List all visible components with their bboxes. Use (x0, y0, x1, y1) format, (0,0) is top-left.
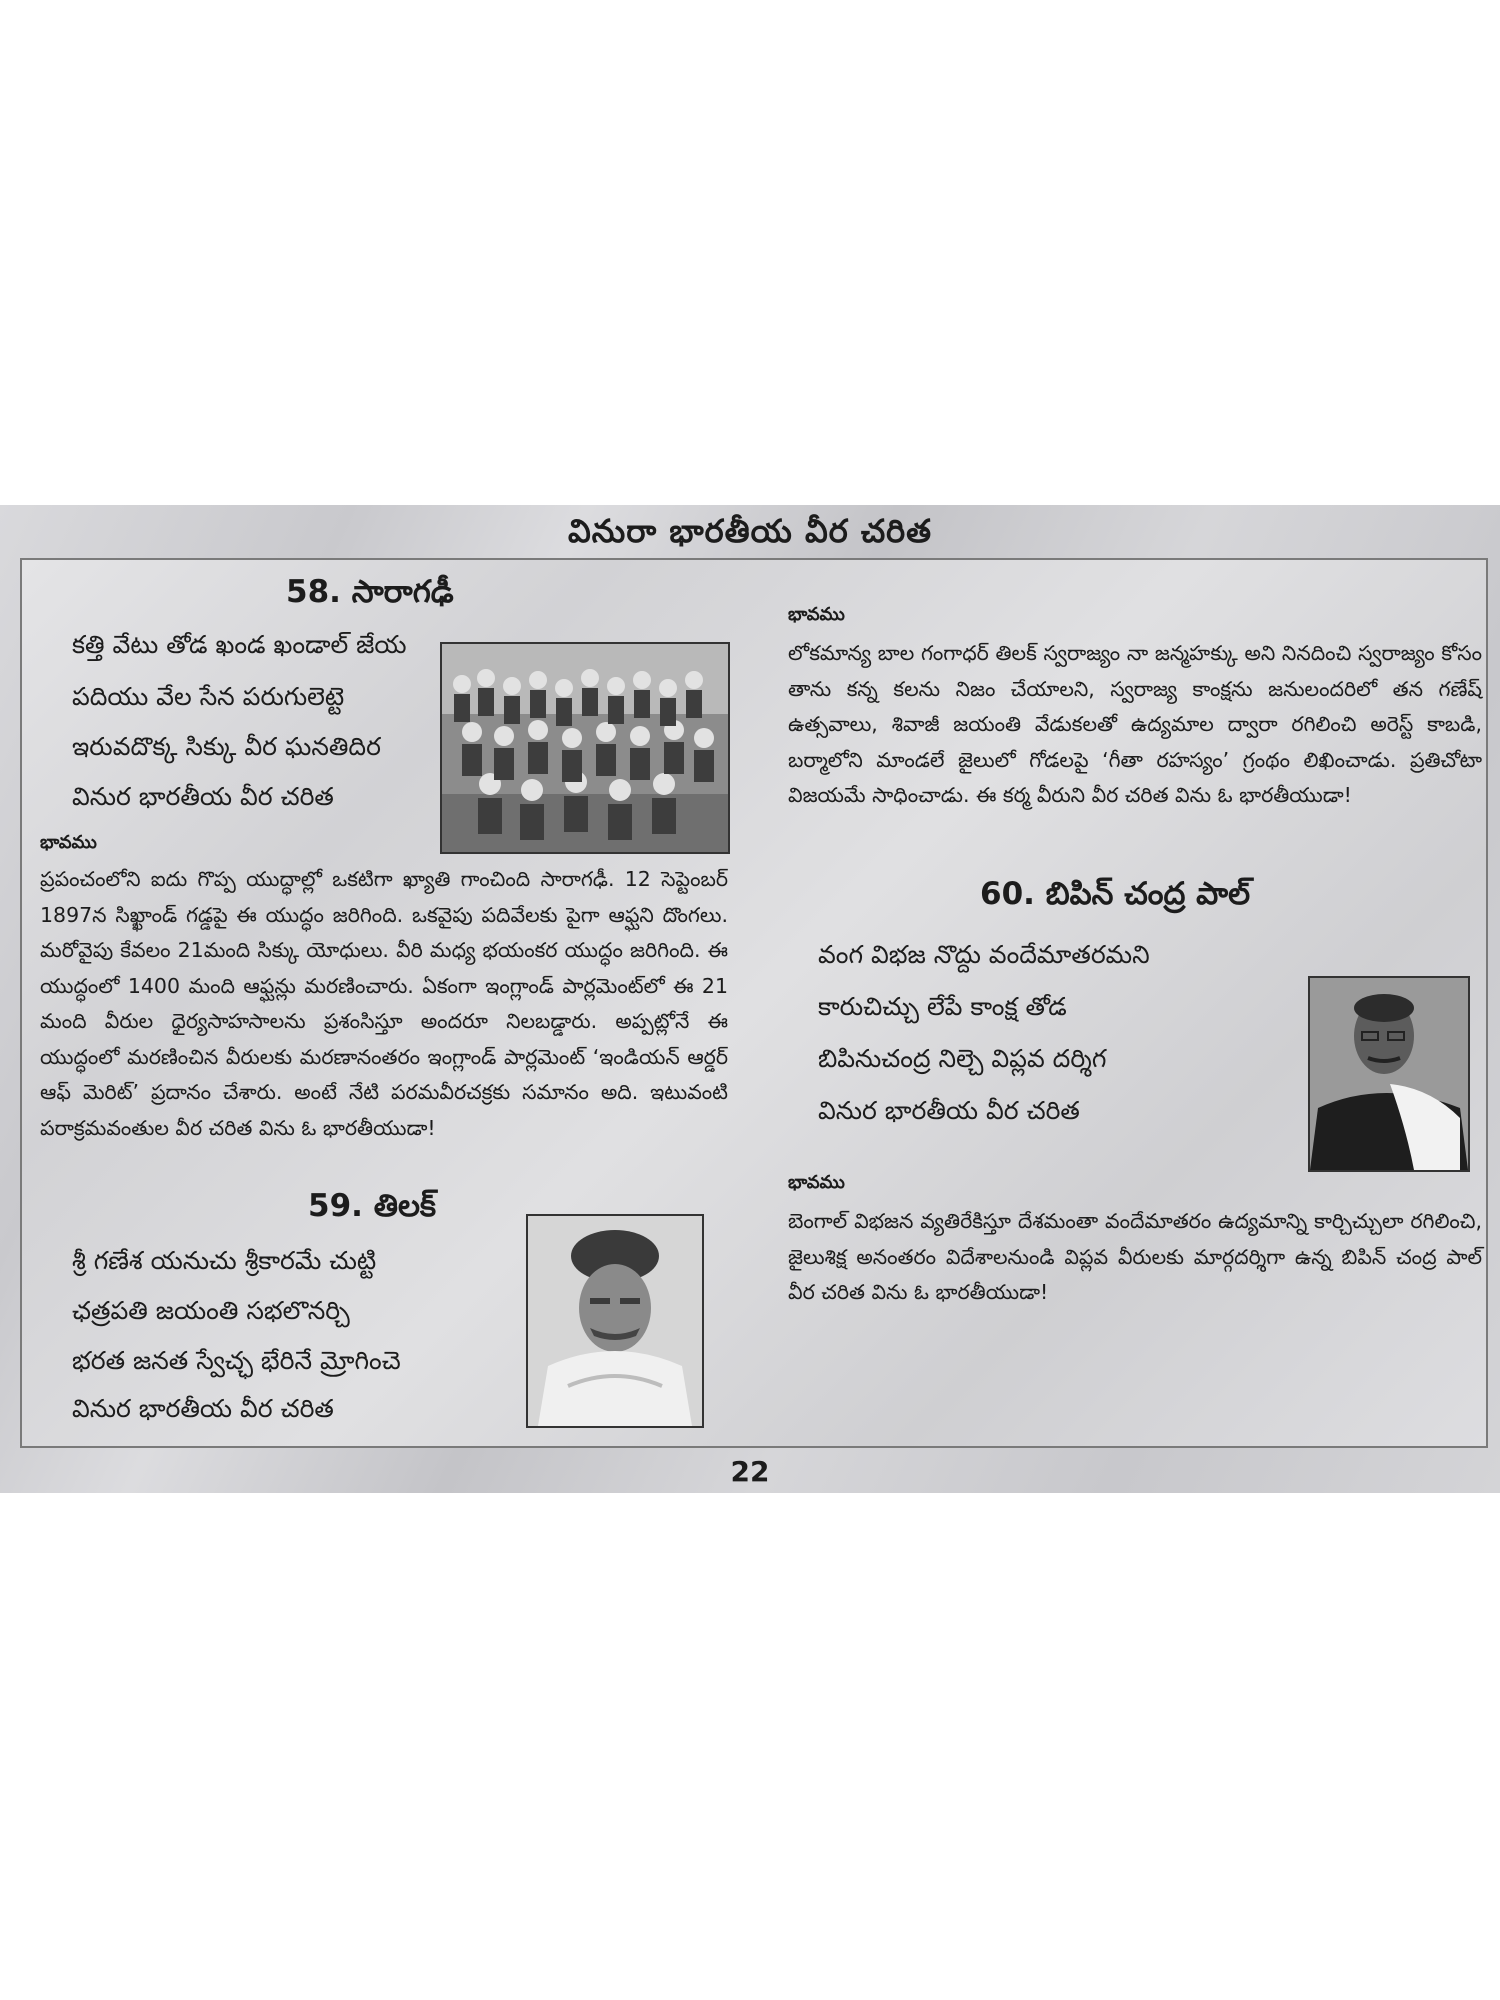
saragarhi-soldiers-photo (440, 642, 730, 854)
section-59-poem-line-4: వినుర భారతీయ వీర చరిత (72, 1394, 334, 1423)
section-58-title: 58. సారాగఢీ (286, 574, 454, 610)
section-60-bhavam-text: బెంగాల్ విభజన వ్యతిరేకిస్తూ దేశమంతా వందేమాతరం ఉద్యమాన్ని కార్చిచ్చులా రగిలించి, జైలుశిక్ష అనంతరం విదేశాలనుండి విప్లవ వీరులకు మార్గదర్శిగా ఉన్న బిపిన్ చంద్ర పాల్ వీర చరిత విను ఓ భారతీయుడా! (788, 1209, 1482, 1304)
section-59-poem-line-1: శ్రీ గణేశ యనుచు శ్రీకారమే చుట్టి (72, 1246, 377, 1275)
section-58-poem-line-2: పదియు వేల సేన పరుగులెట్టె (72, 682, 345, 711)
section-59-poem-line-3: భరత జనత స్వేచ్ఛ భేరినే మ్రోగించె (72, 1346, 401, 1375)
section-59-bhavam-label: భావము (788, 604, 845, 625)
section-60-poem-line-4: వినుర భారతీయ వీర చరిత (818, 1096, 1080, 1125)
section-58-bhavam-label: భావము (40, 832, 97, 853)
section-58-poem-line-1: కత్తి వేటు తోడ ఖండ ఖండాల్ జేయ (72, 630, 407, 659)
section-59-title: 59. తిలక్ (308, 1188, 437, 1224)
section-58-poem-line-4: వినుర భారతీయ వీర చరిత (72, 782, 334, 811)
bipin-chandra-pal-portrait-photo (1308, 976, 1470, 1172)
section-59-bhavam-text: లోకమాన్య బాల గంగాధర్ తిలక్ స్వరాజ్యం నా జన్మహక్కు అని నినదించి స్వరాజ్యం కోసం తాను కన్న కలను నిజం చేయాలని, స్వరాజ్య కాంక్షను జనులందరిలో తన గణేష్ ఉత్సవాలు, శివాజీ జయంతి వేడుకలతో ఉద్యమాల ద్వారా రగిలించి అరెస్ట్ కాబడి, బర్మాలోని మాండలే జైలులో గోడలపై ‘గీతా రహస్యం’ గ్రంథం లిఖించాడు. ప్రతిచోటా విజయమే సాధించాడు. ఈ కర్మ వీరుని వీర చరిత విను ఓ భారతీయుడా! (788, 641, 1482, 807)
page-number: 22 (730, 1455, 770, 1488)
bipin-chandra-pal-portrait-image (1310, 978, 1468, 1170)
section-60-poem-line-1: వంగ విభజ నొద్దు వందేమాతరమని (818, 940, 1150, 969)
section-58-poem-line-3: ఇరువదొక్క సిక్కు వీర ఘనతిదిర (72, 732, 381, 761)
tilak-portrait-photo (526, 1214, 704, 1428)
section-58-bhavam-text: ప్రపంచంలోని ఐదు గొప్ప యుద్ధాల్లో ఒకటిగా ఖ్యాతి గాంచింది సారాగఢీ. 12 సెప్టెంబర్ 1897న సిఖ్ఖాండ్ గడ్డపై ఈ యుద్ధం జరిగింది. ఒకవైపు పదివేలకు పైగా ఆఫ్ఘని దొంగలు. మరోవైపు కేవలం 21మంది సిక్కు యోధులు. వీరి మధ్య భయంకర యుద్ధం జరిగింది. ఈ యుద్ధంలో 1400 మంది ఆఫ్ఘన్లు మరణించారు. ఏకంగా ఇంగ్లాండ్ పార్లమెంట్‌లో ఈ 21 మంది వీరుల ధైర్యసాహసాలను ప్రశంసిస్తూ అందరూ నిలబడ్డారు. అప్పట్లోనే ఈ యుద్ధంలో మరణించిన వీరులకు మరణానంతరం ఇంగ్లాండ్ పార్లమెంట్ ‘ఇండియన్ ఆర్డర్ ఆఫ్ మెరిట్’ ప్రదానం చేశారు. అంటే నేటి పరమవీరచక్రకు సమానం అది. ఇటువంటి పరాక్రమవంతుల వీర చరిత విను ఓ భారతీయుడా! (40, 867, 728, 1140)
section-60-poem-line-3: బిపినుచంద్ర నిల్చె విప్లవ దర్శిగ (818, 1044, 1107, 1073)
section-59-poem-line-2: ఛత్రపతి జయంతి సభలొనర్చి (72, 1296, 350, 1325)
section-60-bhavam-label: భావము (788, 1172, 845, 1193)
section-60-title: 60. బిపిన్ చంద్ర పాల్ (980, 876, 1251, 912)
section-60-poem-line-2: కారుచిచ్చు లేపే కాంక్ష తోడ (818, 992, 1067, 1021)
saragarhi-soldiers-image (442, 644, 728, 852)
tilak-portrait-image (528, 1216, 702, 1426)
header-title: వినురా భారతీయ వీర చరిత (567, 512, 933, 550)
